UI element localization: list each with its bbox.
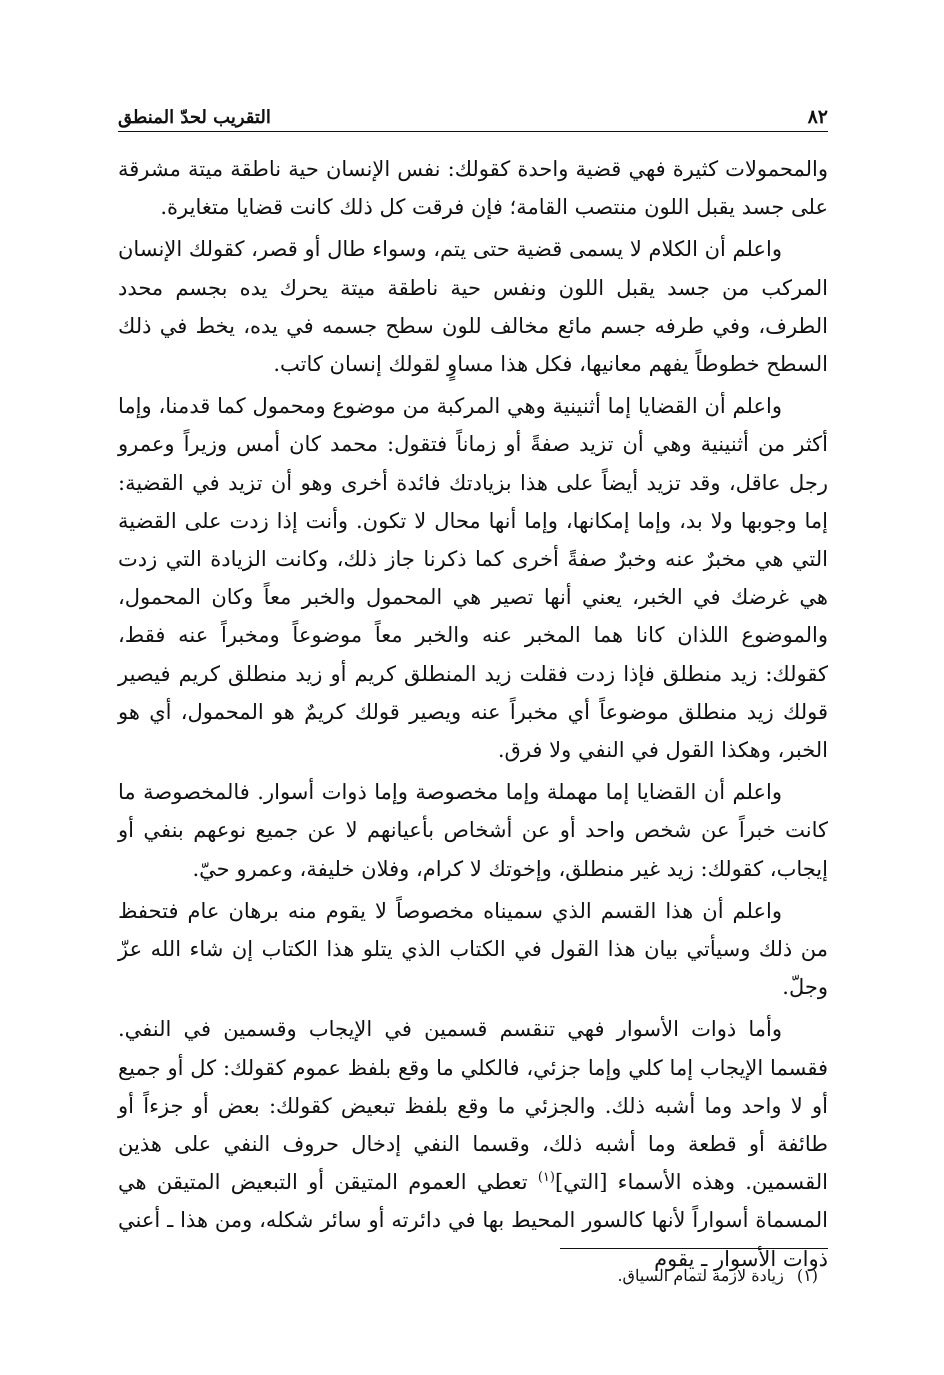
paragraph-6-text-b: تعطي العموم المتيقن أو التبعيض المتيقن هي المسماة أسواراً لأنها كالسور المحيط بها في دائرته أو سائر شكله، ومن هذا ـ أعني ذوات الأسوار ـ يقوم — [118, 1170, 828, 1271]
footnote-text: زيادة لازمة لتمام السياق. — [617, 1266, 784, 1285]
paragraph-2: واعلم أن الكلام لا يسمى قضية حتى يتم، وسواء طال أو قصر، كقولك الإنسان المركب من جسد يقبل اللون ونفس حية ناطقة ميتة يحرك يده بجسم محدد الطرف، وفي طرفه جسم مائع مخالف للون سطح جسمه في يده، يخط في ذلك السطح خطوطاً يفهم معانيها، فكل هذا مساوٍ لقولك إنسان كاتب. — [118, 237, 828, 377]
footnote-reference: (١) — [537, 1170, 555, 1186]
footnote-marker: (١) — [796, 1266, 818, 1285]
paragraph-6 — [118, 1010, 828, 1277]
page-number: ٨٢ — [807, 106, 828, 128]
paragraph-5: واعلم أن هذا القسم الذي سميناه مخصوصاً لا يقوم منه برهان عام فتحفظ من ذلك وسيأتي بيان هذا القول في الكتاب الذي يتلو هذا الكتاب إن شاء الله عزّ وجلّ. — [118, 898, 828, 1000]
footnote — [118, 1264, 818, 1288]
body-text — [118, 150, 828, 1282]
paragraph-4: واعلم أن القضايا إما مهملة وإما مخصوصة وإما ذوات أسوار. فالمخصوصة ما كانت خبراً عن شخص واحد أو عن أشخاص بأعيانهم لا عن جميع نوعهم بنفي أو إيجاب، كقولك: زيد غير منطلق، وإخوتك لا كرام، وفلان خليفة، وعمرو حيّ. — [118, 780, 828, 881]
running-title: التقريب لحدّ المنطق — [118, 107, 271, 128]
paragraph-1: والمحمولات كثيرة فهي قضية واحدة كقولك: نفس الإنسان حية ناطقة ميتة مشرقة على جسد يقبل اللون منتصب القامة؛ فإن فرقت كل ذلك كانت قضايا متغايرة. — [118, 157, 828, 220]
page-header — [118, 96, 828, 128]
paragraph-6-text-a: وأما ذوات الأسوار فهي تنقسم قسمين في الإيجاب وقسمين في النفي. فقسما الإيجاب إما كلي وإما جزئي، فالكلي ما وقع بلفظ عموم كقولك: كل أو جميع أو لا واحد وما أشبه ذلك. والجزئي ما وقع بلفظ تبعيض كقولك: بعض أو جزءاً أو طائفة أو قطعة وما أشبه ذلك، وقسما النفي إدخال حروف النفي على هذين القسمين. وهذه الأسماء [التي] — [118, 1017, 828, 1195]
paragraph-3: واعلم أن القضايا إما أثنينية وهي المركبة من موضوع ومحمول كما قدمنا، وإما أكثر من أثنينية وهي أن تزيد صفةً أو زماناً فتقول: محمد كان أمس وزيراً وعمرو رجل عاقل، وقد تزيد أيضاً على هذا بزيادتك فائدة أخرى وهو أن تزيد في القضية: إما وجوبها ولا بد، وإما إمكانها، وإما أنها محال لا تكون. وأنت إذا زدت على القضية التي هي مخبرٌ عنه وخبرٌ صفةً أخرى كما ذكرنا جاز ذلك، وكانت الزيادة التي زدت هي غرضك في الخبر، يعني أنها تصير هي المحمول والخبر معاً وكان المحمول، والموضوع اللذان كانا هما المخبر عنه والخبر معاً موضوعاً ومخبراً عنه فقط، كقولك: زيد منطلق فإذا زدت فقلت زيد المنطلق كريم أو زيد منطلق كريم فيصير قولك زيد منطلق موضوعاً أي مخبراً عنه ويصير قولك كريمٌ هو المحمول، أي هو الخبر، وهكذا القول في النفي ولا فرق. — [118, 394, 829, 763]
header-divider — [118, 131, 828, 132]
footnote-divider — [560, 1248, 828, 1249]
